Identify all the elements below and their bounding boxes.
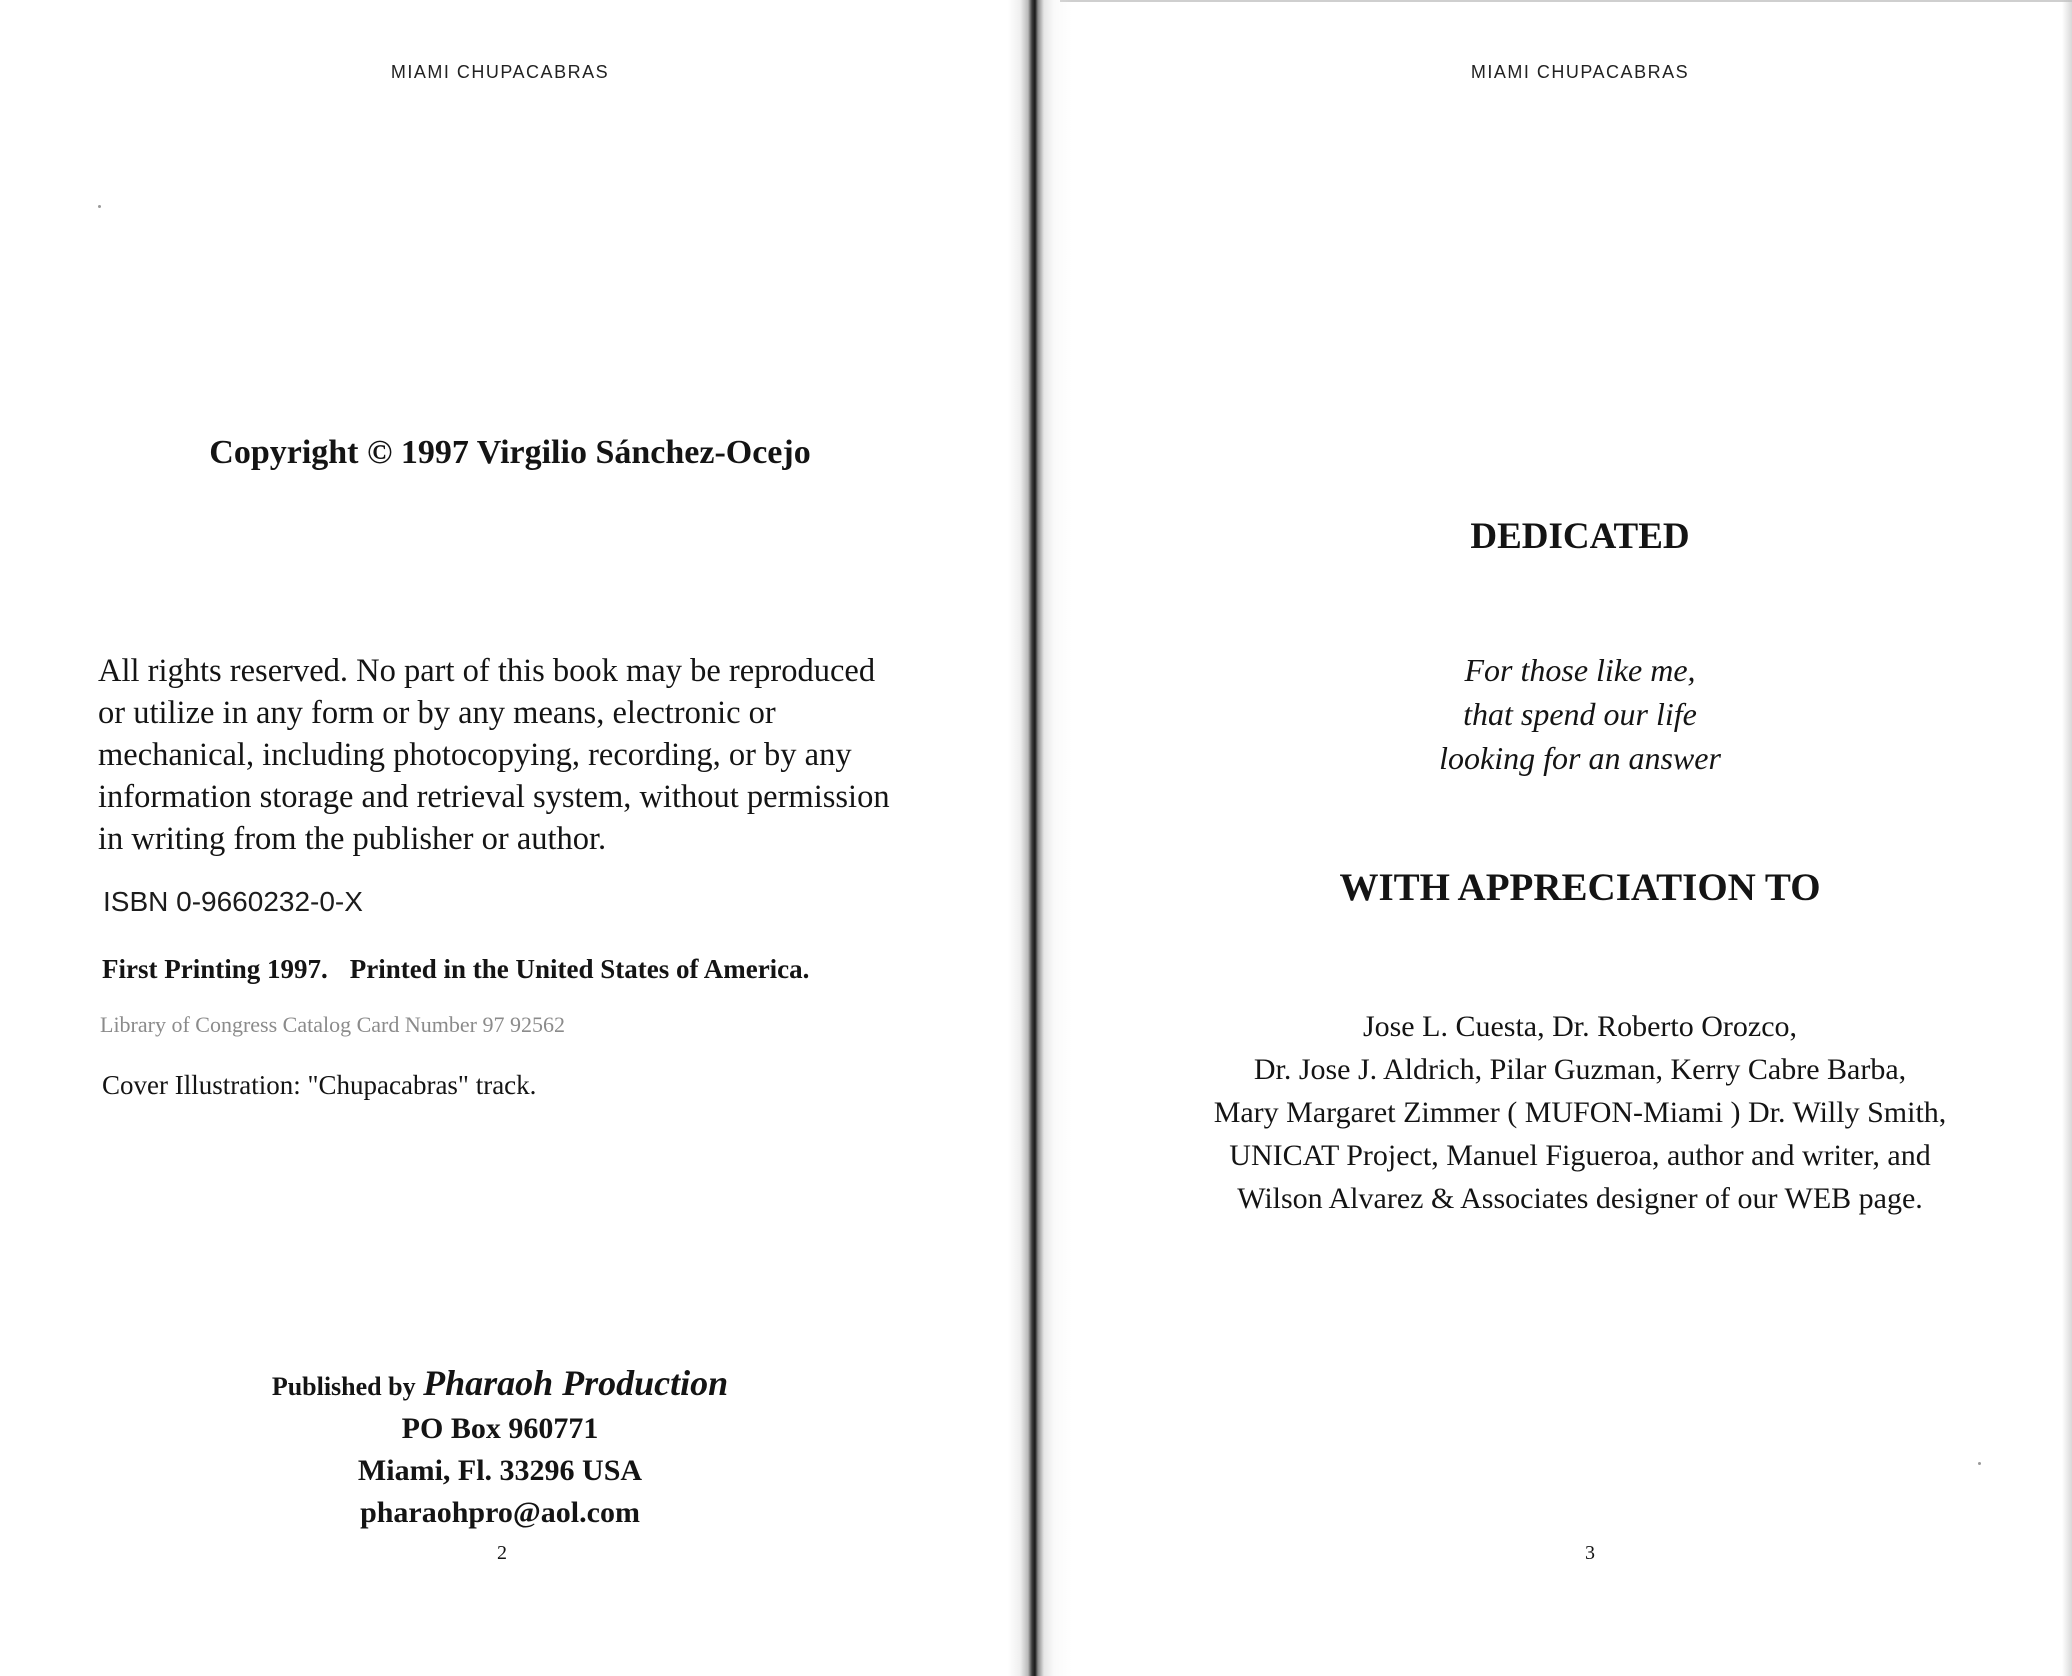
publisher-email: pharaohpro@aol.com xyxy=(360,1496,640,1529)
page-number: 2 xyxy=(497,1542,507,1564)
published-by-label: Published by xyxy=(271,1372,416,1401)
appreciation-line: Jose L. Cuesta, Dr. Roberto Orozco, xyxy=(1362,1010,1798,1043)
copyright-notice: Copyright © 1997 Virgilio Sánchez-Ocejo xyxy=(209,434,811,471)
dedication-line: looking for an answer xyxy=(1439,740,1721,776)
left-page xyxy=(0,0,1028,1676)
rights-line: All rights reserved. No part of this book may be reproduced xyxy=(98,653,876,689)
page-edge-shadow xyxy=(2062,0,2072,1676)
publisher-name: Pharaoh Production xyxy=(423,1363,729,1403)
first-printing: First Printing 1997. xyxy=(102,954,328,984)
page-top-edge xyxy=(1060,0,2072,2)
dedication-line: that spend our life xyxy=(1463,696,1697,732)
appreciation-heading: WITH APPRECIATION TO xyxy=(1339,866,1821,909)
printed-in: Printed in the United States of America. xyxy=(349,954,810,984)
appreciation-line: Dr. Jose J. Aldrich, Pilar Guzman, Kerry Cabre Barba, xyxy=(1253,1053,1907,1086)
publisher-block xyxy=(200,1362,800,1534)
right-page xyxy=(1036,0,2072,1676)
appreciation-line: Wilson Alvarez & Associates designer of our WEB page. xyxy=(1237,1182,1923,1215)
rights-line: in writing from the publisher or author. xyxy=(98,821,607,857)
paper-speck xyxy=(1978,1462,1981,1465)
isbn: ISBN 0-9660232-0-X xyxy=(103,886,363,917)
rights-line: information storage and retrieval system, without permission xyxy=(98,779,890,815)
page-number: 3 xyxy=(1585,1542,1595,1564)
printing-info xyxy=(102,954,809,985)
paper-speck xyxy=(98,205,101,208)
published-by-line xyxy=(200,1362,800,1408)
book-gutter xyxy=(1008,0,1072,1676)
rights-line: or utilize in any form or by any means, electronic or xyxy=(98,695,776,731)
appreciation-line: UNICAT Project, Manuel Figueroa, author and writer, and xyxy=(1229,1139,1931,1172)
rights-statement xyxy=(98,650,938,860)
dedicated-heading: DEDICATED xyxy=(1470,516,1690,557)
rights-line: mechanical, including photocopying, recording, or by any xyxy=(98,737,852,773)
running-head: MIAMI CHUPACABRAS xyxy=(390,62,610,82)
appreciation-line: Mary Margaret Zimmer ( MUFON-Miami ) Dr. Willy Smith, xyxy=(1213,1096,1947,1129)
publisher-address-line: PO Box 960771 xyxy=(401,1412,599,1445)
cover-illustration-credit: Cover Illustration: "Chupacabras" track. xyxy=(102,1070,537,1100)
dedication-line: For those like me, xyxy=(1464,652,1696,688)
appreciation-list xyxy=(1160,1005,2000,1220)
dedication-text xyxy=(1330,648,1830,780)
publisher-address-line: Miami, Fl. 33296 USA xyxy=(357,1454,643,1487)
running-head: MIAMI CHUPACABRAS xyxy=(1470,62,1690,82)
lccn-stamp: Library of Congress Catalog Card Number 97 92562 xyxy=(100,1012,565,1037)
